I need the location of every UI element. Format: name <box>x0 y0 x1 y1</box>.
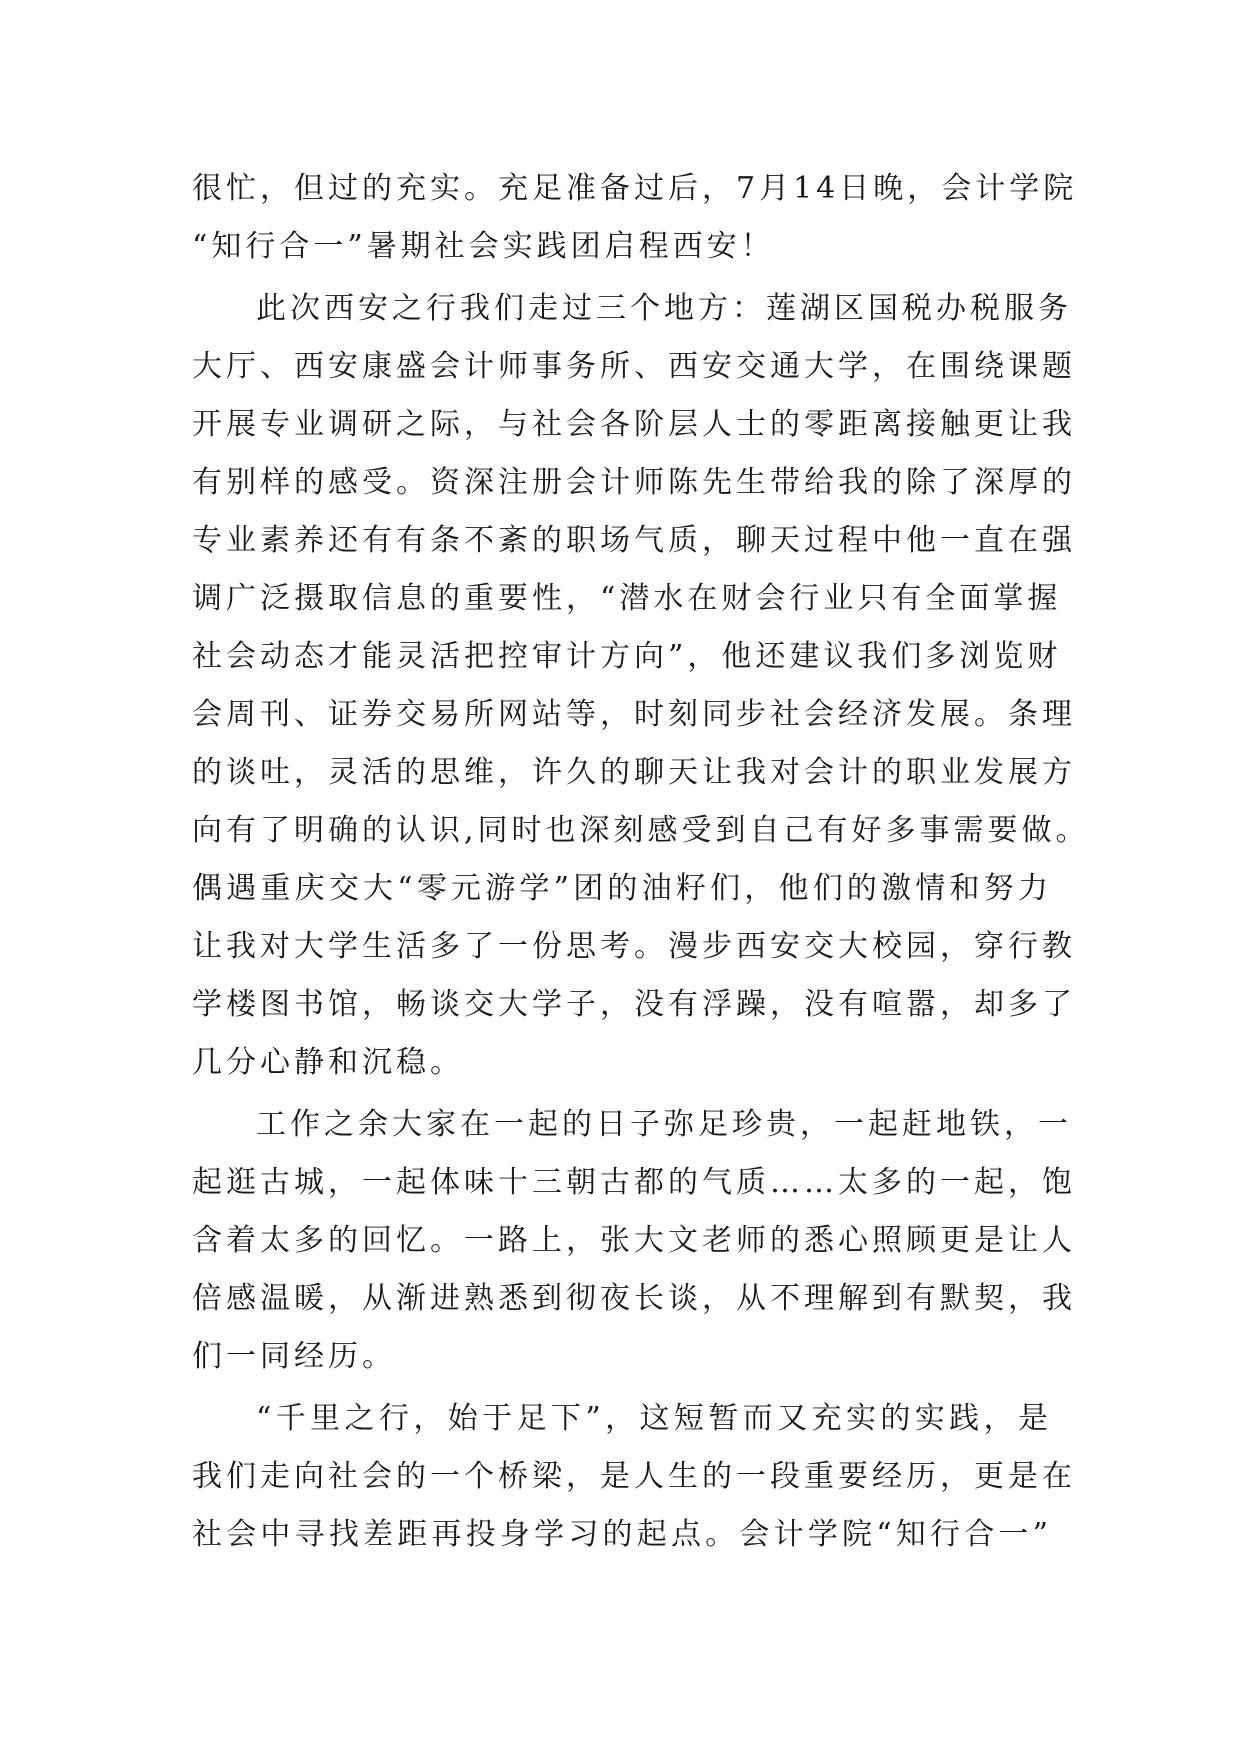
paragraph <box>192 280 1090 1092</box>
text-line: 向有了明确的认识,同时也深刻感受到自己有好多事需要做。 <box>192 813 1090 848</box>
text-line: 大厅、西安康盛会计师事务所、西安交通大学，在围绕课题 <box>192 349 1076 384</box>
paragraph <box>192 1096 1076 1386</box>
text-line: 此次西安之行我们走过三个地方：莲湖区国税办税服务 <box>256 291 1072 326</box>
text-line: 倍感温暖，从渐进熟悉到彻夜长谈，从不理解到有默契，我 <box>192 1281 1076 1316</box>
text-line: 学楼图书馆，畅谈交大学子，没有浮躁，没有喧嚣，却多了 <box>192 987 1076 1022</box>
text-line: “千里之行，始于足下”，这短暂而又充实的实践，是 <box>256 1401 1052 1436</box>
text-line: 开展专业调研之际，与社会各阶层人士的零距离接触更让我 <box>192 407 1076 442</box>
text-line: 们一同经历。 <box>192 1339 396 1374</box>
document-body <box>192 160 1090 1564</box>
text-line: 社会动态才能灵活把控审计方向”，他还建议我们多浏览财 <box>192 639 1062 674</box>
text-line: 调广泛摄取信息的重要性，“潜水在财会行业只有全面掌握 <box>192 581 1062 616</box>
text-line: 含着太多的回忆。一路上，张大文老师的悉心照顾更是让人 <box>192 1223 1076 1258</box>
text-line: 我们走向社会的一个桥梁，是人生的一段重要经历，更是在 <box>192 1459 1076 1494</box>
text-line: “知行合一”暑期社会实践团启程西安！ <box>192 229 775 264</box>
text-line: 社会中寻找差距再投身学习的起点。会计学院“知行合一” <box>192 1517 1052 1552</box>
text-line: 偶遇重庆交大“零元游学”团的油籽们，他们的激情和努力 <box>192 871 1052 906</box>
text-line: 几分心静和沉稳。 <box>192 1045 464 1080</box>
text-line: 的谈吐，灵活的思维，许久的聊天让我对会计的职业发展方 <box>192 755 1076 790</box>
text-line: 起逛古城，一起体味十三朝古都的气质……太多的一起，饱 <box>192 1165 1076 1200</box>
text-line: 很忙，但过的充实。充足准备过后，7月14日晚，会计学院 <box>192 171 1078 206</box>
paragraph <box>192 160 1078 276</box>
text-line: 专业素养还有有条不紊的职场气质，聊天过程中他一直在强 <box>192 523 1076 558</box>
text-line: 让我对大学生活多了一份思考。漫步西安交大校园，穿行教 <box>192 929 1076 964</box>
paragraph <box>192 1390 1076 1564</box>
text-line: 工作之余大家在一起的日子弥足珍贵，一起赶地铁，一 <box>256 1107 1072 1142</box>
text-line: 会周刊、证券交易所网站等，时刻同步社会经济发展。条理 <box>192 697 1076 732</box>
text-line: 有别样的感受。资深注册会计师陈先生带给我的除了深厚的 <box>192 465 1076 500</box>
